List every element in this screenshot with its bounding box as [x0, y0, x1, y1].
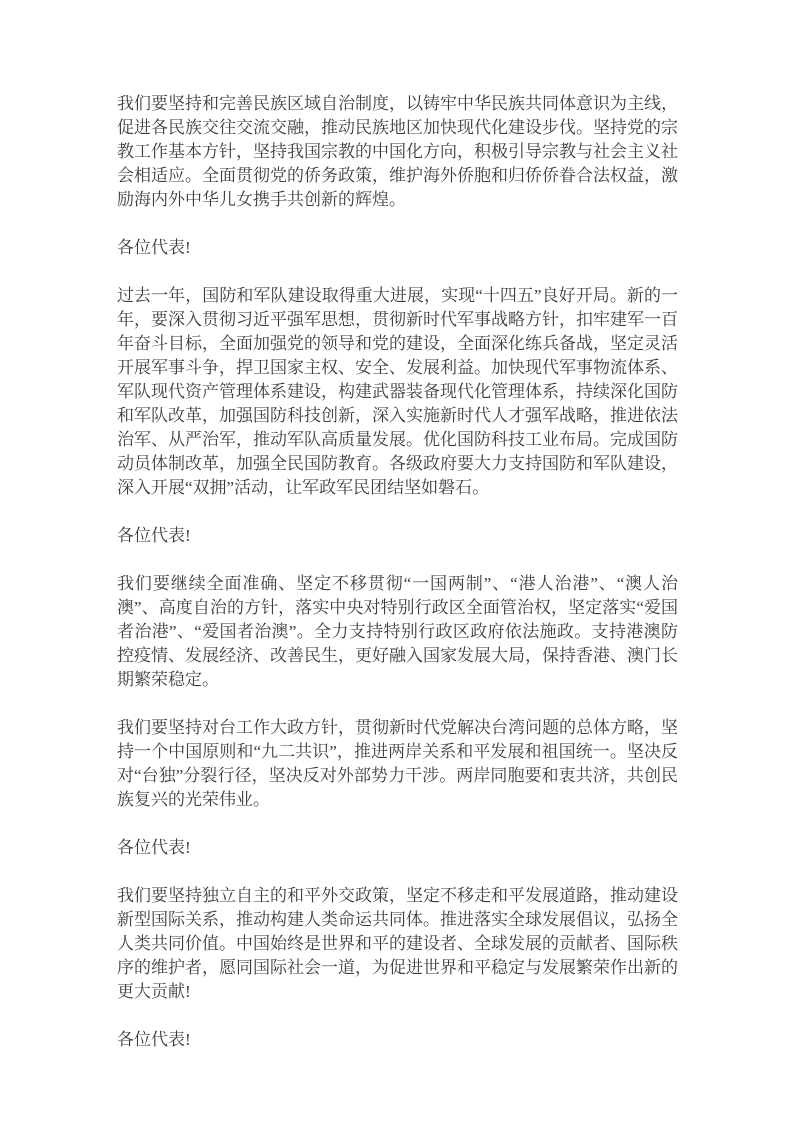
salutation-line: 各位代表! [117, 238, 191, 257]
body-paragraph: 我们要坚持对台工作大政方针，贯彻新时代党解决台湾问题的总体方略，坚持一个中国原则和“九二共识”，推进两岸关系和平发展和祖国统一。坚决反对“台独”分裂行径，坚决反对外部势力干涉。两岸同胞要和衷共济，共创民族复兴的光荣伟业。 [117, 718, 678, 809]
body-paragraph: 我们要坚持独立自主的和平外交政策，坚定不移走和平发展道路，推动建设新型国际关系，推动构建人类命运共同体。推进落实全球发展倡议，弘扬全人类共同价值。中国始终是世界和平的建设者、全球发展的贡献者、国际秩序的维护者，愿同国际社会一道，为促进世界和平稳定与发展繁荣作出新的更大贡献! [117, 886, 678, 1001]
salutation-line: 各位代表! [117, 838, 191, 857]
document-body [117, 92, 678, 1052]
body-paragraph: 我们要坚持和完善民族区域自治制度，以铸牢中华民族共同体意识为主线，促进各民族交往交流交融，推动民族地区加快现代化建设步伐。坚持党的宗教工作基本方针，坚持我国宗教的中国化方向，积极引导宗教与社会主义社会相适应。全面贯彻党的侨务政策，维护海外侨胞和归侨侨眷合法权益，激励海内外中华儿女携手共创新的辉煌。 [117, 94, 678, 209]
body-paragraph: 过去一年，国防和军队建设取得重大进展，实现“十四五”良好开局。新的一年，要深入贯彻习近平强军思想，贯彻新时代军事战略方针，扣牢建军一百年奋斗目标，全面加强党的领导和党的建设，全面深化练兵备战，坚定灵活开展军事斗争，捍卫国家主权、安全、发展利益。加快现代军事物流体系、军队现代资产管理体系建设，构建武器装备现代化管理体系，持续深化国防和军队改革，加强国防科技创新，深入实施新时代人才强军战略，推进依法治军、从严治军，推动军队高质量发展。优化国防科技工业布局。完成国防动员体制改革，加强全民国防教育。各级政府要大力支持国防和军队建设，深入开展“双拥”活动，让军政军民团结坚如磐石。 [117, 286, 678, 497]
salutation-line: 各位代表! [117, 1030, 191, 1049]
salutation-line: 各位代表! [117, 526, 191, 545]
body-paragraph: 我们要继续全面准确、坚定不移贯彻“一国两制”、“港人治港”、“澳人治澳”、高度自治的方针，落实中央对特别行政区全面管治权，坚定落实“爱国者治港”、“爱国者治澳”。全力支持特别行政区政府依法施政。支持港澳防控疫情、发展经济、改善民生，更好融入国家发展大局，保持香港、澳门长期繁荣稳定。 [117, 574, 678, 689]
